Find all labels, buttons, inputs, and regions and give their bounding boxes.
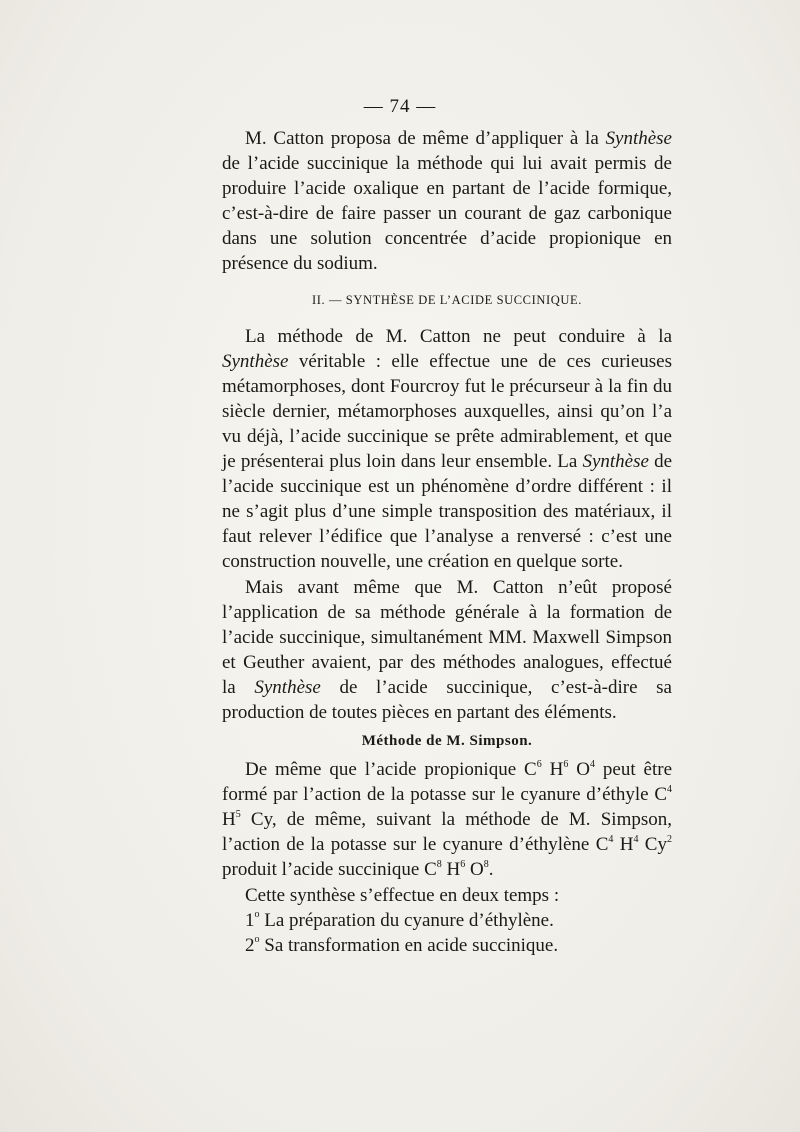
degree-sign: o <box>254 934 260 946</box>
page-number: — 74 — <box>363 96 437 117</box>
paragraph-two-steps: Cette synthèse s’effectue en deux temps : <box>245 884 560 906</box>
paragraph-simpson-geuther: Mais avant même que M. Catton n’eût proposé l’application de sa méthode générale à la formation de l’acide succinique, simultanément MM. Maxwell Simpson et Geuther avaient, par des méthodes analogues, effectué la Synthèse de l’acide succinique, c’est-à-dire sa production de toutes pièces en partant des éléments. <box>222 576 672 723</box>
emphasis-synthese: Synthèse <box>605 128 672 149</box>
emphasis-synthese: Synthèse <box>222 350 289 372</box>
section-heading: II. — SYNTHÈSE DE L’ACIDE SUCCINIQUE. <box>312 292 582 307</box>
paragraph-simpson-method: De même que l’acide propionique $C^6$ $H^6$ $O^4$ peut être formé par l’action de la potasse sur le cyanure d’éthyle $C^4$ $H^5$ Cy, de même, suivant la méthode de M. Simpson, l’action de la potasse sur le cyanure d’éthylène $C^4$ $H^4$ Cy$^2$ produit l’acide succinique $C^8$ $H^6$ $O^8$. <box>222 758 672 881</box>
paragraph-catton-method: La méthode de M. Catton ne peut conduire à la Synthèse véritable : elle effectue une de ces curieuses métamorphoses, dont Fourcroy fut le précurseur à la fin du siècle dernier, métamorphoses auxquelles, ainsi qu’on l’a vu déjà, l’acide succinique se prête admirablement, et que je présenterai plus loin dans leur ensemble. La Synthèse de l’acide succinique est un phénomène d’ordre différent : il ne s’agit plus d’une simple transposition des matériaux, il faut relever l’édifice que l’analyse a renversé : c’est une construction nouvelle, une création en quelque sorte. <box>222 325 673 573</box>
emphasis-synthese: Synthèse <box>582 451 649 473</box>
method-heading: Méthode de M. Simpson. <box>361 733 533 750</box>
degree-sign: o <box>254 909 260 921</box>
list-item: 2$^o$ Sa transformation en acide succinique. <box>245 934 559 956</box>
body-text <box>222 126 672 958</box>
paragraph-catton-proposal: M. Catton proposa de même d’appliquer à la Synthèse de l’acide succinique la méthode qui lui avait permis de produire l’acide oxalique en partant de l’acide formique, c’est-à-dire de faire passer un courant de gaz carbonique dans une solution concentrée d’acide propionique en présence du sodium. <box>222 128 672 275</box>
list-item: 1$^o$ La préparation du cyanure d’éthylène. <box>245 909 554 931</box>
emphasis-synthese: Synthèse <box>254 676 321 698</box>
